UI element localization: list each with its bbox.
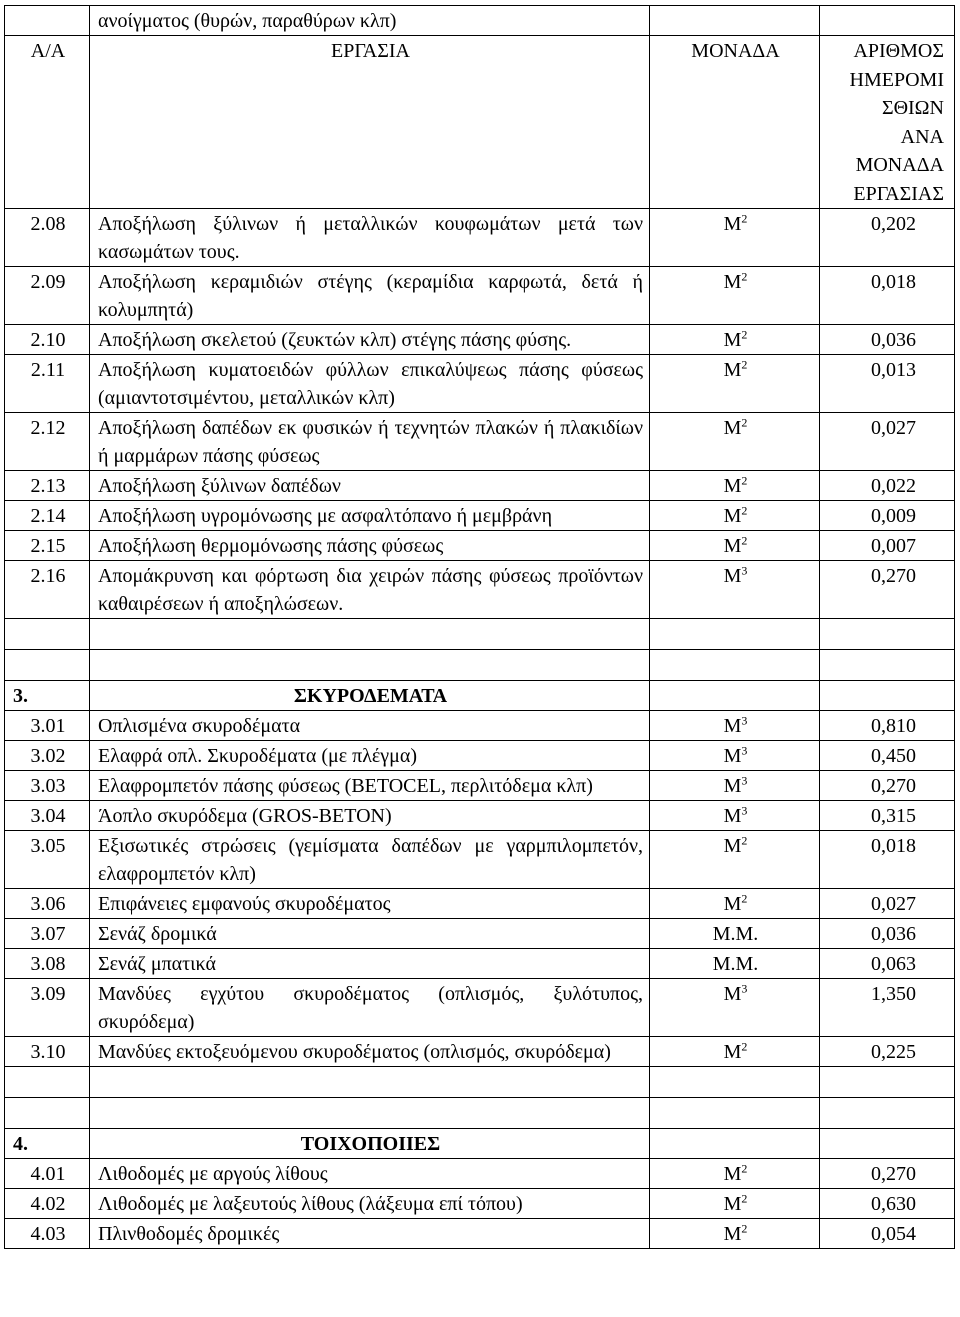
item-description: Απομάκρυνση και φόρτωση δια χειρών πάσης φύσεως προϊόντων καθαιρέσεων ή αποξηλώσεων. bbox=[90, 561, 650, 619]
item-description: Αποξήλωση ξύλινων ή μεταλλικών κουφωμάτων μετά των κασωμάτων τους. bbox=[90, 209, 650, 267]
item-value: 0,630 bbox=[820, 1189, 955, 1219]
header-days-line: ΗΜΕΡΟΜΙ bbox=[849, 68, 944, 91]
item-code: 2.09 bbox=[5, 267, 90, 325]
item-description: Σενάζ δρομικά bbox=[90, 919, 650, 949]
section-title: ΣΚΥΡΟΔΕΜΑΤΑ bbox=[90, 681, 650, 711]
unit-exponent: 2 bbox=[741, 269, 748, 284]
item-value: 0,013 bbox=[820, 355, 955, 413]
item-unit bbox=[650, 919, 820, 949]
item-code: 4.02 bbox=[5, 1189, 90, 1219]
item-value: 0,810 bbox=[820, 711, 955, 741]
cell-empty bbox=[820, 650, 955, 681]
item-value: 0,225 bbox=[820, 1037, 955, 1067]
item-code: 3.06 bbox=[5, 889, 90, 919]
item-value: 0,054 bbox=[820, 1219, 955, 1249]
unit-symbol: Μ bbox=[723, 475, 742, 497]
table-row bbox=[5, 1219, 955, 1249]
cell-empty bbox=[820, 619, 955, 650]
table-row bbox=[5, 561, 955, 619]
empty-row bbox=[5, 650, 955, 681]
empty-row bbox=[5, 1067, 955, 1098]
item-code: 2.16 bbox=[5, 561, 90, 619]
item-unit bbox=[650, 889, 820, 919]
table-row bbox=[5, 531, 955, 561]
item-code: 2.14 bbox=[5, 501, 90, 531]
item-unit bbox=[650, 801, 820, 831]
item-value: 0,018 bbox=[820, 831, 955, 889]
unit-exponent: 3 bbox=[741, 773, 748, 788]
unit-symbol: Μ bbox=[723, 805, 742, 827]
item-value: 0,009 bbox=[820, 501, 955, 531]
item-code: 3.04 bbox=[5, 801, 90, 831]
table-row bbox=[5, 831, 955, 889]
item-unit bbox=[650, 711, 820, 741]
unit-exponent: 2 bbox=[741, 1191, 748, 1206]
unit-exponent: 2 bbox=[741, 473, 748, 488]
table-row bbox=[5, 741, 955, 771]
item-code: 2.12 bbox=[5, 413, 90, 471]
item-value: 0,027 bbox=[820, 889, 955, 919]
cell-empty bbox=[5, 6, 90, 36]
item-value: 0,450 bbox=[820, 741, 955, 771]
item-description: Λιθοδομές με λαξευτούς λίθους (λάξευμα επί τόπου) bbox=[90, 1189, 650, 1219]
item-description: Άοπλο σκυρόδεμα (GROS-BETON) bbox=[90, 801, 650, 831]
item-description: Αποξήλωση ξύλινων δαπέδων bbox=[90, 471, 650, 501]
cell-empty bbox=[820, 1129, 955, 1159]
item-value: 0,036 bbox=[820, 919, 955, 949]
item-unit bbox=[650, 979, 820, 1037]
cell-empty bbox=[5, 1067, 90, 1098]
item-code: 3.03 bbox=[5, 771, 90, 801]
cell-empty bbox=[820, 1067, 955, 1098]
cell-empty bbox=[650, 681, 820, 711]
item-unit bbox=[650, 267, 820, 325]
item-unit bbox=[650, 501, 820, 531]
item-description: Αποξήλωση υγρομόνωσης με ασφαλτόπανο ή μεμβράνη bbox=[90, 501, 650, 531]
unit-symbol: Μ bbox=[723, 535, 742, 557]
unit-symbol: Μ bbox=[723, 893, 742, 915]
item-unit bbox=[650, 531, 820, 561]
table-row bbox=[5, 1159, 955, 1189]
cell-empty bbox=[820, 6, 955, 36]
cell-empty bbox=[90, 1067, 650, 1098]
item-unit bbox=[650, 209, 820, 267]
unit-symbol: Μ bbox=[723, 213, 742, 235]
header-days bbox=[820, 36, 955, 209]
item-value: 0,270 bbox=[820, 1159, 955, 1189]
table-row bbox=[5, 325, 955, 355]
header-work: ΕΡΓΑΣΙΑ bbox=[90, 36, 650, 209]
table-row bbox=[5, 919, 955, 949]
header-aa: Α/Α bbox=[5, 36, 90, 209]
cell-empty bbox=[650, 619, 820, 650]
unit-exponent: 2 bbox=[741, 415, 748, 430]
cell-empty bbox=[650, 6, 820, 36]
item-description: Ελαφρομπετόν πάσης φύσεως (BETOCEL, περλιτόδεμα κλπ) bbox=[90, 771, 650, 801]
table-row bbox=[5, 949, 955, 979]
item-code: 3.08 bbox=[5, 949, 90, 979]
table-row bbox=[5, 209, 955, 267]
table-row bbox=[5, 771, 955, 801]
continuation-text: ανοίγματος (θυρών, παραθύρων κλπ) bbox=[90, 6, 650, 36]
item-description: Ελαφρά οπλ. Σκυροδέματα (με πλέγμα) bbox=[90, 741, 650, 771]
item-code: 2.11 bbox=[5, 355, 90, 413]
cell-empty bbox=[820, 681, 955, 711]
item-code: 2.15 bbox=[5, 531, 90, 561]
unit-symbol: Μ bbox=[723, 271, 742, 293]
empty-row bbox=[5, 1098, 955, 1129]
item-unit bbox=[650, 1037, 820, 1067]
item-code: 3.09 bbox=[5, 979, 90, 1037]
item-value: 1,350 bbox=[820, 979, 955, 1037]
item-description: Μανδύες εκτοξευόμενου σκυροδέματος (οπλισμός, σκυρόδεμα) bbox=[90, 1037, 650, 1067]
table-row bbox=[5, 889, 955, 919]
unit-exponent: 2 bbox=[741, 891, 748, 906]
item-code: 3.07 bbox=[5, 919, 90, 949]
item-unit bbox=[650, 949, 820, 979]
empty-row bbox=[5, 619, 955, 650]
section-title: ΤΟΙΧΟΠΟΙΙΕΣ bbox=[90, 1129, 650, 1159]
item-description: Αποξήλωση θερμομόνωσης πάσης φύσεως bbox=[90, 531, 650, 561]
item-description: Σενάζ μπατικά bbox=[90, 949, 650, 979]
section-code: 4. bbox=[5, 1129, 90, 1159]
cell-empty bbox=[650, 650, 820, 681]
cell-empty bbox=[90, 650, 650, 681]
item-unit bbox=[650, 413, 820, 471]
unit-symbol: Μ bbox=[723, 775, 742, 797]
table-row bbox=[5, 355, 955, 413]
cell-empty bbox=[650, 1067, 820, 1098]
item-value: 0,022 bbox=[820, 471, 955, 501]
item-value: 0,063 bbox=[820, 949, 955, 979]
unit-symbol: Μ bbox=[723, 715, 742, 737]
header-days-line: ΣΘΙΩΝ bbox=[881, 97, 944, 119]
unit-exponent: 2 bbox=[741, 357, 748, 372]
unit-symbol: Μ bbox=[723, 1193, 742, 1215]
table-row bbox=[5, 267, 955, 325]
item-code: 4.01 bbox=[5, 1159, 90, 1189]
unit-exponent: 3 bbox=[741, 981, 748, 996]
item-unit bbox=[650, 771, 820, 801]
unit-exponent: 3 bbox=[741, 743, 748, 758]
item-unit bbox=[650, 561, 820, 619]
unit-symbol: Μ.Μ. bbox=[712, 923, 759, 945]
cell-empty bbox=[5, 650, 90, 681]
unit-symbol: Μ bbox=[723, 1163, 742, 1185]
table-row bbox=[5, 711, 955, 741]
item-description: Πλινθοδομές δρομικές bbox=[90, 1219, 650, 1249]
continuation-row bbox=[5, 6, 955, 36]
cell-empty bbox=[650, 1129, 820, 1159]
table-row bbox=[5, 413, 955, 471]
cell-empty bbox=[90, 619, 650, 650]
header-days-line: ΑΡΙΘΜΟΣ bbox=[853, 40, 944, 62]
item-code: 4.03 bbox=[5, 1219, 90, 1249]
unit-symbol: Μ bbox=[723, 1041, 742, 1063]
unit-exponent: 2 bbox=[741, 1221, 748, 1236]
item-description: Αποξήλωση κυματοειδών φύλλων επικαλύψεως πάσης φύσεως (αμιαντοτσιμέντου, μεταλλικών κλπ) bbox=[90, 355, 650, 413]
cell-empty bbox=[5, 1098, 90, 1129]
unit-exponent: 3 bbox=[741, 713, 748, 728]
table-row bbox=[5, 979, 955, 1037]
item-value: 0,315 bbox=[820, 801, 955, 831]
item-value: 0,027 bbox=[820, 413, 955, 471]
item-code: 2.10 bbox=[5, 325, 90, 355]
unit-exponent: 2 bbox=[741, 533, 748, 548]
unit-symbol: Μ bbox=[723, 417, 742, 439]
unit-exponent: 2 bbox=[741, 1039, 748, 1054]
section-header-row bbox=[5, 1129, 955, 1159]
item-code: 2.13 bbox=[5, 471, 90, 501]
cell-empty bbox=[820, 1098, 955, 1129]
item-unit bbox=[650, 831, 820, 889]
item-code: 3.02 bbox=[5, 741, 90, 771]
unit-exponent: 2 bbox=[741, 503, 748, 518]
unit-symbol: Μ bbox=[723, 565, 742, 587]
header-unit: ΜΟΝΑΔΑ bbox=[650, 36, 820, 209]
header-days-line: ΜΟΝΑΔΑ bbox=[855, 154, 944, 176]
unit-exponent: 2 bbox=[741, 327, 748, 342]
cell-empty bbox=[90, 1098, 650, 1129]
item-description: Αποξήλωση σκελετού (ζευκτών κλπ) στέγης πάσης φύσης. bbox=[90, 325, 650, 355]
table-row bbox=[5, 471, 955, 501]
header-row bbox=[5, 36, 955, 209]
table-row bbox=[5, 801, 955, 831]
item-description: Μανδύες εγχύτου σκυροδέματος (οπλισμός, ξυλότυπος, σκυρόδεμα) bbox=[90, 979, 650, 1037]
item-unit bbox=[650, 741, 820, 771]
item-code: 3.05 bbox=[5, 831, 90, 889]
item-value: 0,007 bbox=[820, 531, 955, 561]
item-value: 0,018 bbox=[820, 267, 955, 325]
unit-exponent: 3 bbox=[741, 563, 748, 578]
unit-symbol: Μ bbox=[723, 745, 742, 767]
unit-exponent: 2 bbox=[741, 833, 748, 848]
unit-exponent: 3 bbox=[741, 803, 748, 818]
work-norms-table bbox=[4, 5, 955, 1249]
item-unit bbox=[650, 1159, 820, 1189]
unit-symbol: Μ bbox=[723, 835, 742, 857]
item-description: Αποξήλωση δαπέδων εκ φυσικών ή τεχνητών πλακών ή πλακιδίων ή μαρμάρων πάσης φύσεως bbox=[90, 413, 650, 471]
item-code: 3.01 bbox=[5, 711, 90, 741]
item-value: 0,270 bbox=[820, 561, 955, 619]
item-description: Εξισωτικές στρώσεις (γεμίσματα δαπέδων με γαρμπιλομπετόν, ελαφρομπετόν κλπ) bbox=[90, 831, 650, 889]
item-description: Επιφάνειες εμφανούς σκυροδέματος bbox=[90, 889, 650, 919]
item-code: 2.08 bbox=[5, 209, 90, 267]
cell-empty bbox=[650, 1098, 820, 1129]
unit-symbol: Μ.Μ. bbox=[712, 953, 759, 975]
unit-exponent: 2 bbox=[741, 211, 748, 226]
cell-empty bbox=[5, 619, 90, 650]
item-value: 0,270 bbox=[820, 771, 955, 801]
item-description: Λιθοδομές με αργούς λίθους bbox=[90, 1159, 650, 1189]
item-value: 0,036 bbox=[820, 325, 955, 355]
section-code: 3. bbox=[5, 681, 90, 711]
table-row bbox=[5, 1189, 955, 1219]
section-header-row bbox=[5, 681, 955, 711]
unit-exponent: 2 bbox=[741, 1161, 748, 1176]
unit-symbol: Μ bbox=[723, 1223, 742, 1245]
item-unit bbox=[650, 471, 820, 501]
unit-symbol: Μ bbox=[723, 359, 742, 381]
item-code: 3.10 bbox=[5, 1037, 90, 1067]
item-unit bbox=[650, 1189, 820, 1219]
item-description: Οπλισμένα σκυροδέματα bbox=[90, 711, 650, 741]
item-description: Αποξήλωση κεραμιδιών στέγης (κεραμίδια καρφωτά, δετά ή κολυμπητά) bbox=[90, 267, 650, 325]
unit-symbol: Μ bbox=[723, 983, 742, 1005]
header-days-line: ΑΝΑ bbox=[900, 125, 944, 148]
item-unit bbox=[650, 1219, 820, 1249]
item-unit bbox=[650, 325, 820, 355]
table-row bbox=[5, 1037, 955, 1067]
unit-symbol: Μ bbox=[723, 329, 742, 351]
item-value: 0,202 bbox=[820, 209, 955, 267]
item-unit bbox=[650, 355, 820, 413]
unit-symbol: Μ bbox=[723, 505, 742, 527]
table-row bbox=[5, 501, 955, 531]
header-days-line: ΕΡΓΑΣΙΑΣ bbox=[853, 182, 944, 205]
